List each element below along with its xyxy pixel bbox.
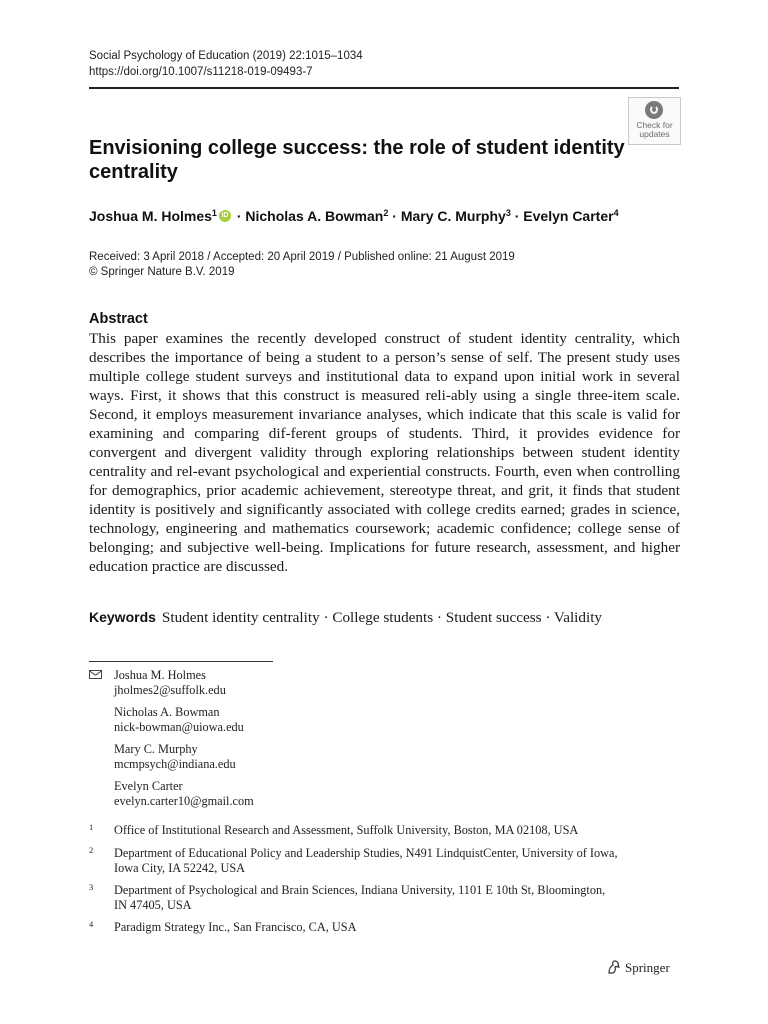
author-separator: · <box>236 208 242 224</box>
contact-block <box>114 705 244 735</box>
publisher-name: Springer <box>625 960 670 975</box>
check-for-updates-button[interactable] <box>628 97 681 145</box>
contact-block <box>114 779 254 809</box>
footnote-rule <box>89 661 273 662</box>
author-list <box>89 206 689 226</box>
contact-name: Mary C. Murphy <box>114 742 198 756</box>
doi-link[interactable]: https://doi.org/10.1007/s11218-019-09493-7 <box>89 66 313 78</box>
check-updates-line2: updates <box>639 129 670 139</box>
affiliation-number: 1 <box>89 822 94 832</box>
author-name: Evelyn Carter <box>523 208 614 224</box>
contact-email[interactable]: mcmpsych@indiana.edu <box>114 757 236 771</box>
affiliation-number: 2 <box>89 845 94 855</box>
envelope-icon[interactable] <box>89 670 102 679</box>
author-affiliation-mark: 1 <box>211 208 217 218</box>
publisher-logo <box>606 959 670 977</box>
author-name: Mary C. Murphy <box>400 208 506 224</box>
journal-citation: Social Psychology of Education (2019) 22:1015–1034 <box>89 50 363 62</box>
contact-name: Nicholas A. Bowman <box>114 705 220 719</box>
contact-block <box>114 742 236 772</box>
abstract-heading: Abstract <box>89 311 148 327</box>
author-affiliation-mark: 2 <box>383 208 389 218</box>
author-affiliation-mark: 4 <box>613 208 619 218</box>
springer-horse-icon <box>606 959 622 975</box>
affiliation-text: Office of Institutional Research and Assessment, Suffolk University, Boston, MA 02108, USA <box>114 823 579 837</box>
abstract-text: This paper examines the recently developed construct of student identity centrality, which describes the importance of being a student to a person’s sense of self. The present study uses multiple college student surveys and institutional data to expand upon initial work in several ways. First, it shows that this construct is measured reli-ably using a single three-item scale. Second, it employs measurement invariance analyses, which indicate that this scale is valid for examining and comparing dif-ferent groups of students. Third, it provides evidence for convergent and divergent validity through exploring relationships between student identity centrality and rel-evant psychological and experiential constructs. Fourth, even when controlling for demographics, prior academic achievement, stereotype threat, and grit, it finds that student identity is positively and significantly associated with college credits earned; grades in science, technology, engineering and mathematics coursework; academic confidence; college sense of belonging; and subjective well-being. Implications for future research, assessment, and higher education practice are discussed. <box>89 330 680 575</box>
contact-block <box>114 668 226 698</box>
author-name: Joshua M. Holmes <box>89 208 212 224</box>
orcid-icon[interactable]: iD <box>219 210 231 222</box>
keywords-list: Student identity centrality · College students · Student success · Validity <box>161 609 603 626</box>
keywords-section <box>89 607 602 628</box>
journal-header <box>89 48 363 80</box>
author-separator: · <box>392 208 397 224</box>
contact-email[interactable]: nick-bowman@uiowa.edu <box>114 720 244 734</box>
publication-history: Received: 3 April 2018 / Accepted: 20 April 2019 / Published online: 21 August 2019 <box>89 251 515 263</box>
author-name: Nicholas A. Bowman <box>245 208 384 224</box>
contact-name: Joshua M. Holmes <box>114 668 206 682</box>
contact-email[interactable]: jholmes2@suffolk.edu <box>114 683 226 697</box>
check-updates-line1: Check for <box>636 120 673 130</box>
affiliation-number: 4 <box>89 919 94 929</box>
keywords-label: Keywords <box>89 609 156 625</box>
publication-dates <box>89 250 515 280</box>
header-rule <box>89 87 679 89</box>
affiliation-text: Department of Psychological and Brain Sciences, Indiana University, 1101 E 10th St, Bloomington, IN 47405, USA <box>114 883 606 912</box>
refresh-icon <box>645 101 663 119</box>
affiliation-text: Department of Educational Policy and Leadership Studies, N491 LindquistCenter, University of Iowa, Iowa City, IA 52242, USA <box>114 846 618 875</box>
affiliation-text: Paradigm Strategy Inc., San Francisco, CA, USA <box>114 920 357 934</box>
copyright-line: © Springer Nature B.V. 2019 <box>89 266 235 278</box>
paper-title: Envisioning college success: the role of student identity centrality <box>89 137 625 183</box>
contact-email[interactable]: evelyn.carter10@gmail.com <box>114 794 254 808</box>
author-affiliation-mark: 3 <box>505 208 511 218</box>
affiliation-number: 3 <box>89 882 94 892</box>
author-separator: · <box>514 208 520 224</box>
contact-name: Evelyn Carter <box>114 779 183 793</box>
